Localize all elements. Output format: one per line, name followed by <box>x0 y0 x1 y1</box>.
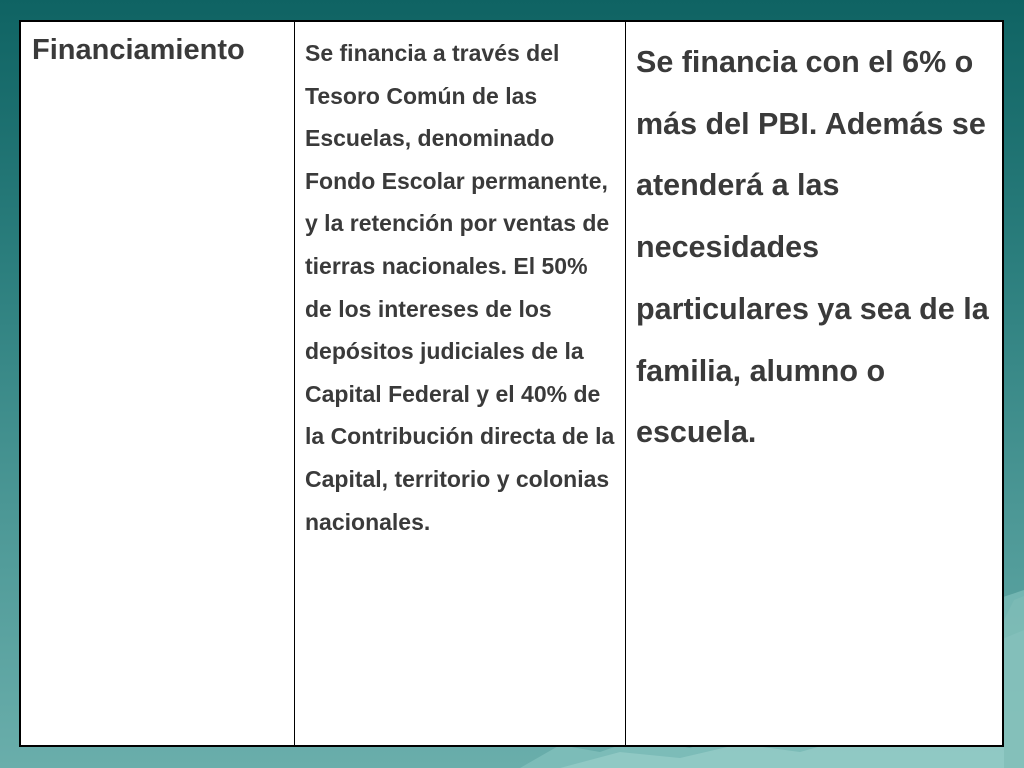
row-label: Financiamiento <box>32 34 245 66</box>
column-2-cell <box>295 22 626 745</box>
column-2-text: Se financia a través del Tesoro Común de las Escuelas, denominado Fondo Escolar permanente, y la retención por ventas de tierras nacionales. El 50% de los intereses de los depósitos judiciales de la Capital Federal y el 40% de la Contribución directa de la Capital, territorio y colonias nacionales. <box>305 40 615 535</box>
column-3-cell <box>626 22 1003 745</box>
row-label-cell <box>21 22 295 745</box>
table-row-financiamiento <box>21 22 1002 745</box>
comparison-table-grid <box>21 22 1002 745</box>
comparison-table <box>19 20 1004 747</box>
column-3-text: Se financia con el 6% o más del PBI. Además se atenderá a las necesidades particulares ya sea de la familia, alumno o escuela. <box>636 45 989 450</box>
